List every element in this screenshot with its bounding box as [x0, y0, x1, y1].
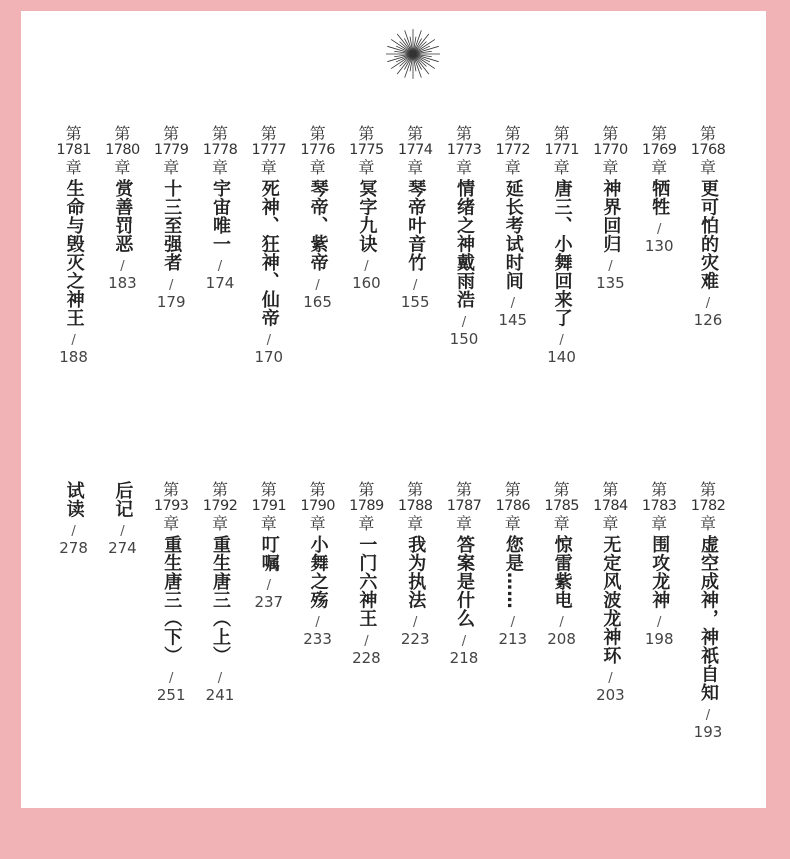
toc-entry[interactable] — [585, 125, 635, 292]
page-separator: / — [656, 615, 662, 630]
page-number: 237 — [254, 593, 284, 611]
chapter-prefix: 第 — [602, 480, 619, 499]
chapter-number: 1772 — [495, 142, 531, 158]
page-number: 208 — [547, 630, 576, 648]
chapter-title: 虚空成神，神祇自知 — [698, 535, 719, 702]
chapter-suffix: 章 — [163, 514, 180, 533]
chapter-title: 冥字九诀 — [356, 179, 378, 253]
chapter-number: 1770 — [593, 142, 628, 158]
starburst-ray — [413, 39, 435, 54]
chapter-title: 生命与毁灭之神王 — [63, 179, 85, 327]
chapter-suffix: 章 — [407, 514, 424, 533]
page-separator: / — [266, 333, 271, 348]
page-number: 278 — [59, 539, 88, 557]
starburst-ray — [397, 34, 413, 54]
toc-entry[interactable] — [683, 481, 733, 741]
chapter-number: 1779 — [153, 142, 189, 158]
chapter-number: 1773 — [446, 142, 482, 158]
chapter-suffix: 章 — [455, 514, 472, 533]
chapter-prefix: 第 — [602, 124, 619, 143]
section-title: 试读 — [63, 481, 85, 518]
chapter-suffix: 章 — [65, 158, 82, 177]
chapter-number: 1775 — [349, 142, 384, 158]
chapter-prefix: 第 — [260, 124, 277, 143]
chapter-prefix: 第 — [163, 480, 180, 499]
chapter-prefix: 第 — [553, 124, 570, 143]
chapter-title: 延长考试时间 — [502, 179, 524, 290]
page-separator: / — [608, 259, 613, 274]
chapter-title: 神界回归 — [600, 179, 622, 253]
chapter-suffix: 章 — [114, 158, 131, 177]
page-number: 140 — [547, 348, 576, 366]
starburst-ray — [413, 54, 435, 69]
chapter-title: 围攻龙神 — [649, 535, 671, 609]
page-number: 179 — [156, 292, 186, 311]
chapter-suffix: 章 — [309, 514, 326, 533]
toc-entry[interactable] — [341, 481, 391, 667]
toc-entry[interactable] — [439, 481, 489, 667]
chapter-number: 1786 — [495, 498, 531, 514]
page-number: 160 — [352, 274, 381, 292]
chapter-title: 叮嘱 — [258, 535, 280, 572]
chapter-prefix: 第 — [455, 480, 472, 499]
starburst-ray — [397, 54, 413, 74]
page-separator: / — [461, 314, 467, 330]
toc-entry[interactable] — [293, 125, 343, 311]
chapter-title: 无定风波龙神环 — [600, 535, 622, 665]
page-separator: / — [168, 277, 174, 293]
chapter-suffix: 章 — [651, 514, 668, 533]
page-number: 193 — [693, 722, 723, 741]
toc-entry[interactable] — [537, 481, 587, 648]
page-number: 274 — [108, 539, 137, 557]
chapter-prefix: 第 — [65, 124, 82, 143]
chapter-title: 更可怕的灾难 — [698, 179, 719, 290]
chapter-number: 1769 — [641, 142, 677, 158]
page-separator: / — [168, 670, 174, 686]
page-separator: / — [510, 296, 515, 311]
chapter-title: 琴帝、紫帝 — [307, 179, 329, 272]
chapter-prefix: 第 — [309, 124, 326, 143]
chapter-prefix: 第 — [553, 480, 570, 499]
toc-entry[interactable] — [97, 481, 147, 557]
chapter-suffix: 章 — [309, 158, 326, 177]
chapter-title: 牺牲 — [649, 179, 671, 216]
chapter-prefix: 第 — [699, 124, 716, 143]
toc-entry[interactable] — [537, 125, 587, 366]
chapter-number: 1781 — [56, 142, 91, 158]
page-separator: / — [510, 615, 515, 630]
chapter-suffix: 章 — [602, 158, 619, 177]
page-number: 188 — [59, 348, 88, 366]
chapter-prefix: 第 — [163, 124, 180, 143]
chapter-number: 1787 — [446, 498, 482, 514]
chapter-prefix: 第 — [309, 480, 326, 499]
chapter-suffix: 章 — [358, 158, 375, 177]
chapter-title: 您是…… — [502, 535, 524, 609]
page-separator: / — [315, 277, 320, 293]
page-number: 174 — [205, 274, 235, 292]
chapter-title: 重生唐三（上） — [210, 535, 231, 665]
chapter-suffix: 章 — [407, 158, 424, 177]
chapter-number: 1783 — [641, 498, 677, 514]
toc-entry[interactable] — [683, 125, 733, 329]
chapter-number: 1777 — [251, 142, 287, 158]
toc-entry[interactable] — [390, 481, 440, 648]
toc-entry[interactable] — [634, 125, 684, 255]
chapter-prefix: 第 — [651, 124, 668, 143]
chapter-number: 1768 — [690, 142, 726, 158]
chapter-suffix: 章 — [602, 514, 619, 533]
chapter-title: 情绪之神戴雨浩 — [454, 179, 475, 309]
toc-entry[interactable] — [585, 481, 635, 704]
chapter-number: 1792 — [202, 498, 238, 514]
toc-entry[interactable] — [49, 125, 99, 366]
chapter-title: 一门六神王 — [356, 535, 378, 628]
starburst-ray — [413, 54, 429, 74]
chapter-number: 1774 — [397, 142, 433, 158]
chapter-title: 答案是什么 — [454, 535, 475, 628]
chapter-prefix: 第 — [114, 124, 131, 143]
chapter-title: 重生唐三（下） — [161, 535, 183, 665]
toc-entry[interactable] — [244, 125, 294, 366]
chapter-prefix: 第 — [358, 124, 375, 143]
toc-entry[interactable] — [195, 481, 245, 704]
page-separator: / — [461, 633, 467, 649]
chapter-prefix: 第 — [699, 480, 716, 499]
chapter-title: 我为执法 — [405, 535, 427, 609]
toc-entry[interactable] — [341, 125, 391, 292]
chapter-number: 1791 — [251, 498, 287, 514]
chapter-suffix: 章 — [211, 158, 228, 177]
page-number: 223 — [400, 630, 430, 648]
page-number: 150 — [449, 329, 479, 348]
chapter-prefix: 第 — [407, 480, 424, 499]
chapter-number: 1782 — [690, 498, 726, 514]
page-separator: / — [412, 277, 418, 293]
page-separator: / — [217, 670, 223, 686]
chapter-prefix: 第 — [358, 480, 375, 499]
chapter-suffix: 章 — [504, 514, 521, 533]
chapter-prefix: 第 — [504, 480, 521, 499]
starburst-ray — [391, 54, 413, 69]
chapter-prefix: 第 — [211, 480, 228, 499]
page-number: 241 — [205, 685, 235, 704]
page-separator: / — [656, 222, 662, 237]
chapter-number: 1790 — [300, 498, 335, 514]
chapter-suffix: 章 — [163, 158, 180, 177]
toc-entry[interactable] — [146, 481, 196, 704]
chapter-title: 十三至强者 — [161, 179, 183, 272]
page-separator: / — [364, 259, 369, 274]
chapter-title: 死神、狂神、仙帝 — [258, 179, 280, 327]
page-separator: / — [608, 670, 613, 686]
page-separator: / — [71, 524, 76, 539]
chapter-prefix: 第 — [260, 480, 277, 499]
chapter-suffix: 章 — [553, 514, 570, 533]
chapter-prefix: 第 — [504, 124, 521, 143]
chapter-suffix: 章 — [504, 158, 521, 177]
page-separator: / — [217, 259, 223, 274]
page-number: 213 — [498, 630, 528, 648]
chapter-suffix: 章 — [358, 514, 375, 533]
page-number: 233 — [303, 630, 332, 648]
chapter-suffix: 章 — [651, 158, 668, 177]
chapter-suffix: 章 — [211, 514, 228, 533]
chapter-prefix: 第 — [455, 124, 472, 143]
page-number: 170 — [254, 348, 284, 366]
contents-sheet — [21, 11, 766, 808]
chapter-number: 1789 — [349, 498, 384, 514]
page-separator: / — [559, 615, 564, 630]
chapter-prefix: 第 — [407, 124, 424, 143]
toc-entry[interactable] — [97, 125, 147, 292]
page-number: 165 — [303, 292, 332, 311]
page-number: 130 — [644, 237, 674, 255]
chapter-number: 1785 — [544, 498, 579, 514]
page-separator: / — [71, 333, 76, 348]
chapter-title: 琴帝叶音竹 — [405, 179, 427, 272]
page-number: 155 — [400, 292, 430, 311]
toc-entry[interactable] — [390, 125, 440, 311]
chapter-prefix: 第 — [651, 480, 668, 499]
chapter-title: 赏善罚恶 — [112, 179, 134, 253]
chapter-title: 小舞之殇 — [307, 535, 329, 609]
page-number: 145 — [498, 311, 528, 329]
chapter-number: 1788 — [397, 498, 433, 514]
page-separator: / — [705, 707, 711, 723]
chapter-suffix: 章 — [260, 514, 277, 533]
chapter-number: 1793 — [153, 498, 189, 514]
page-number: 228 — [352, 648, 381, 667]
page-separator: / — [120, 524, 125, 539]
toc-entry[interactable] — [244, 481, 294, 611]
chapter-suffix: 章 — [699, 514, 716, 533]
page-number: 203 — [596, 685, 625, 704]
page-separator: / — [364, 633, 369, 649]
toc-entry[interactable] — [439, 125, 489, 348]
section-title: 后记 — [112, 481, 134, 518]
toc-entry[interactable] — [195, 125, 245, 292]
starburst-icon — [381, 26, 445, 82]
chapter-number: 1771 — [544, 142, 579, 158]
starburst-ray — [413, 34, 429, 54]
chapter-number: 1776 — [300, 142, 335, 158]
page-number: 251 — [156, 685, 186, 704]
toc-entry[interactable] — [634, 481, 684, 648]
toc-entry[interactable] — [146, 125, 196, 311]
page-number: 198 — [644, 630, 674, 648]
toc-entry[interactable] — [49, 481, 99, 557]
toc-entry[interactable] — [293, 481, 343, 648]
chapter-title: 唐三、小舞回来了 — [551, 179, 573, 327]
chapter-suffix: 章 — [260, 158, 277, 177]
chapter-title: 惊雷紫电 — [551, 535, 573, 609]
chapter-number: 1778 — [202, 142, 238, 158]
page-number: 126 — [693, 311, 723, 329]
toc-entry[interactable] — [488, 125, 538, 329]
chapter-suffix: 章 — [699, 158, 716, 177]
page-number: 183 — [108, 274, 137, 292]
chapter-number: 1784 — [593, 498, 628, 514]
starburst-ray — [391, 39, 413, 54]
page-number: 135 — [596, 274, 625, 292]
starburst-center — [410, 51, 416, 57]
chapter-title: 宇宙唯一 — [210, 179, 231, 253]
page-separator: / — [315, 615, 320, 630]
chapter-suffix: 章 — [455, 158, 472, 177]
page-separator: / — [559, 333, 564, 348]
page-separator: / — [266, 578, 271, 593]
chapter-number: 1780 — [105, 142, 140, 158]
chapter-prefix: 第 — [211, 124, 228, 143]
page-separator: / — [412, 615, 418, 630]
page-separator: / — [120, 259, 125, 274]
toc-entry[interactable] — [488, 481, 538, 648]
chapter-suffix: 章 — [553, 158, 570, 177]
page-separator: / — [705, 296, 711, 311]
page-number: 218 — [449, 648, 479, 667]
